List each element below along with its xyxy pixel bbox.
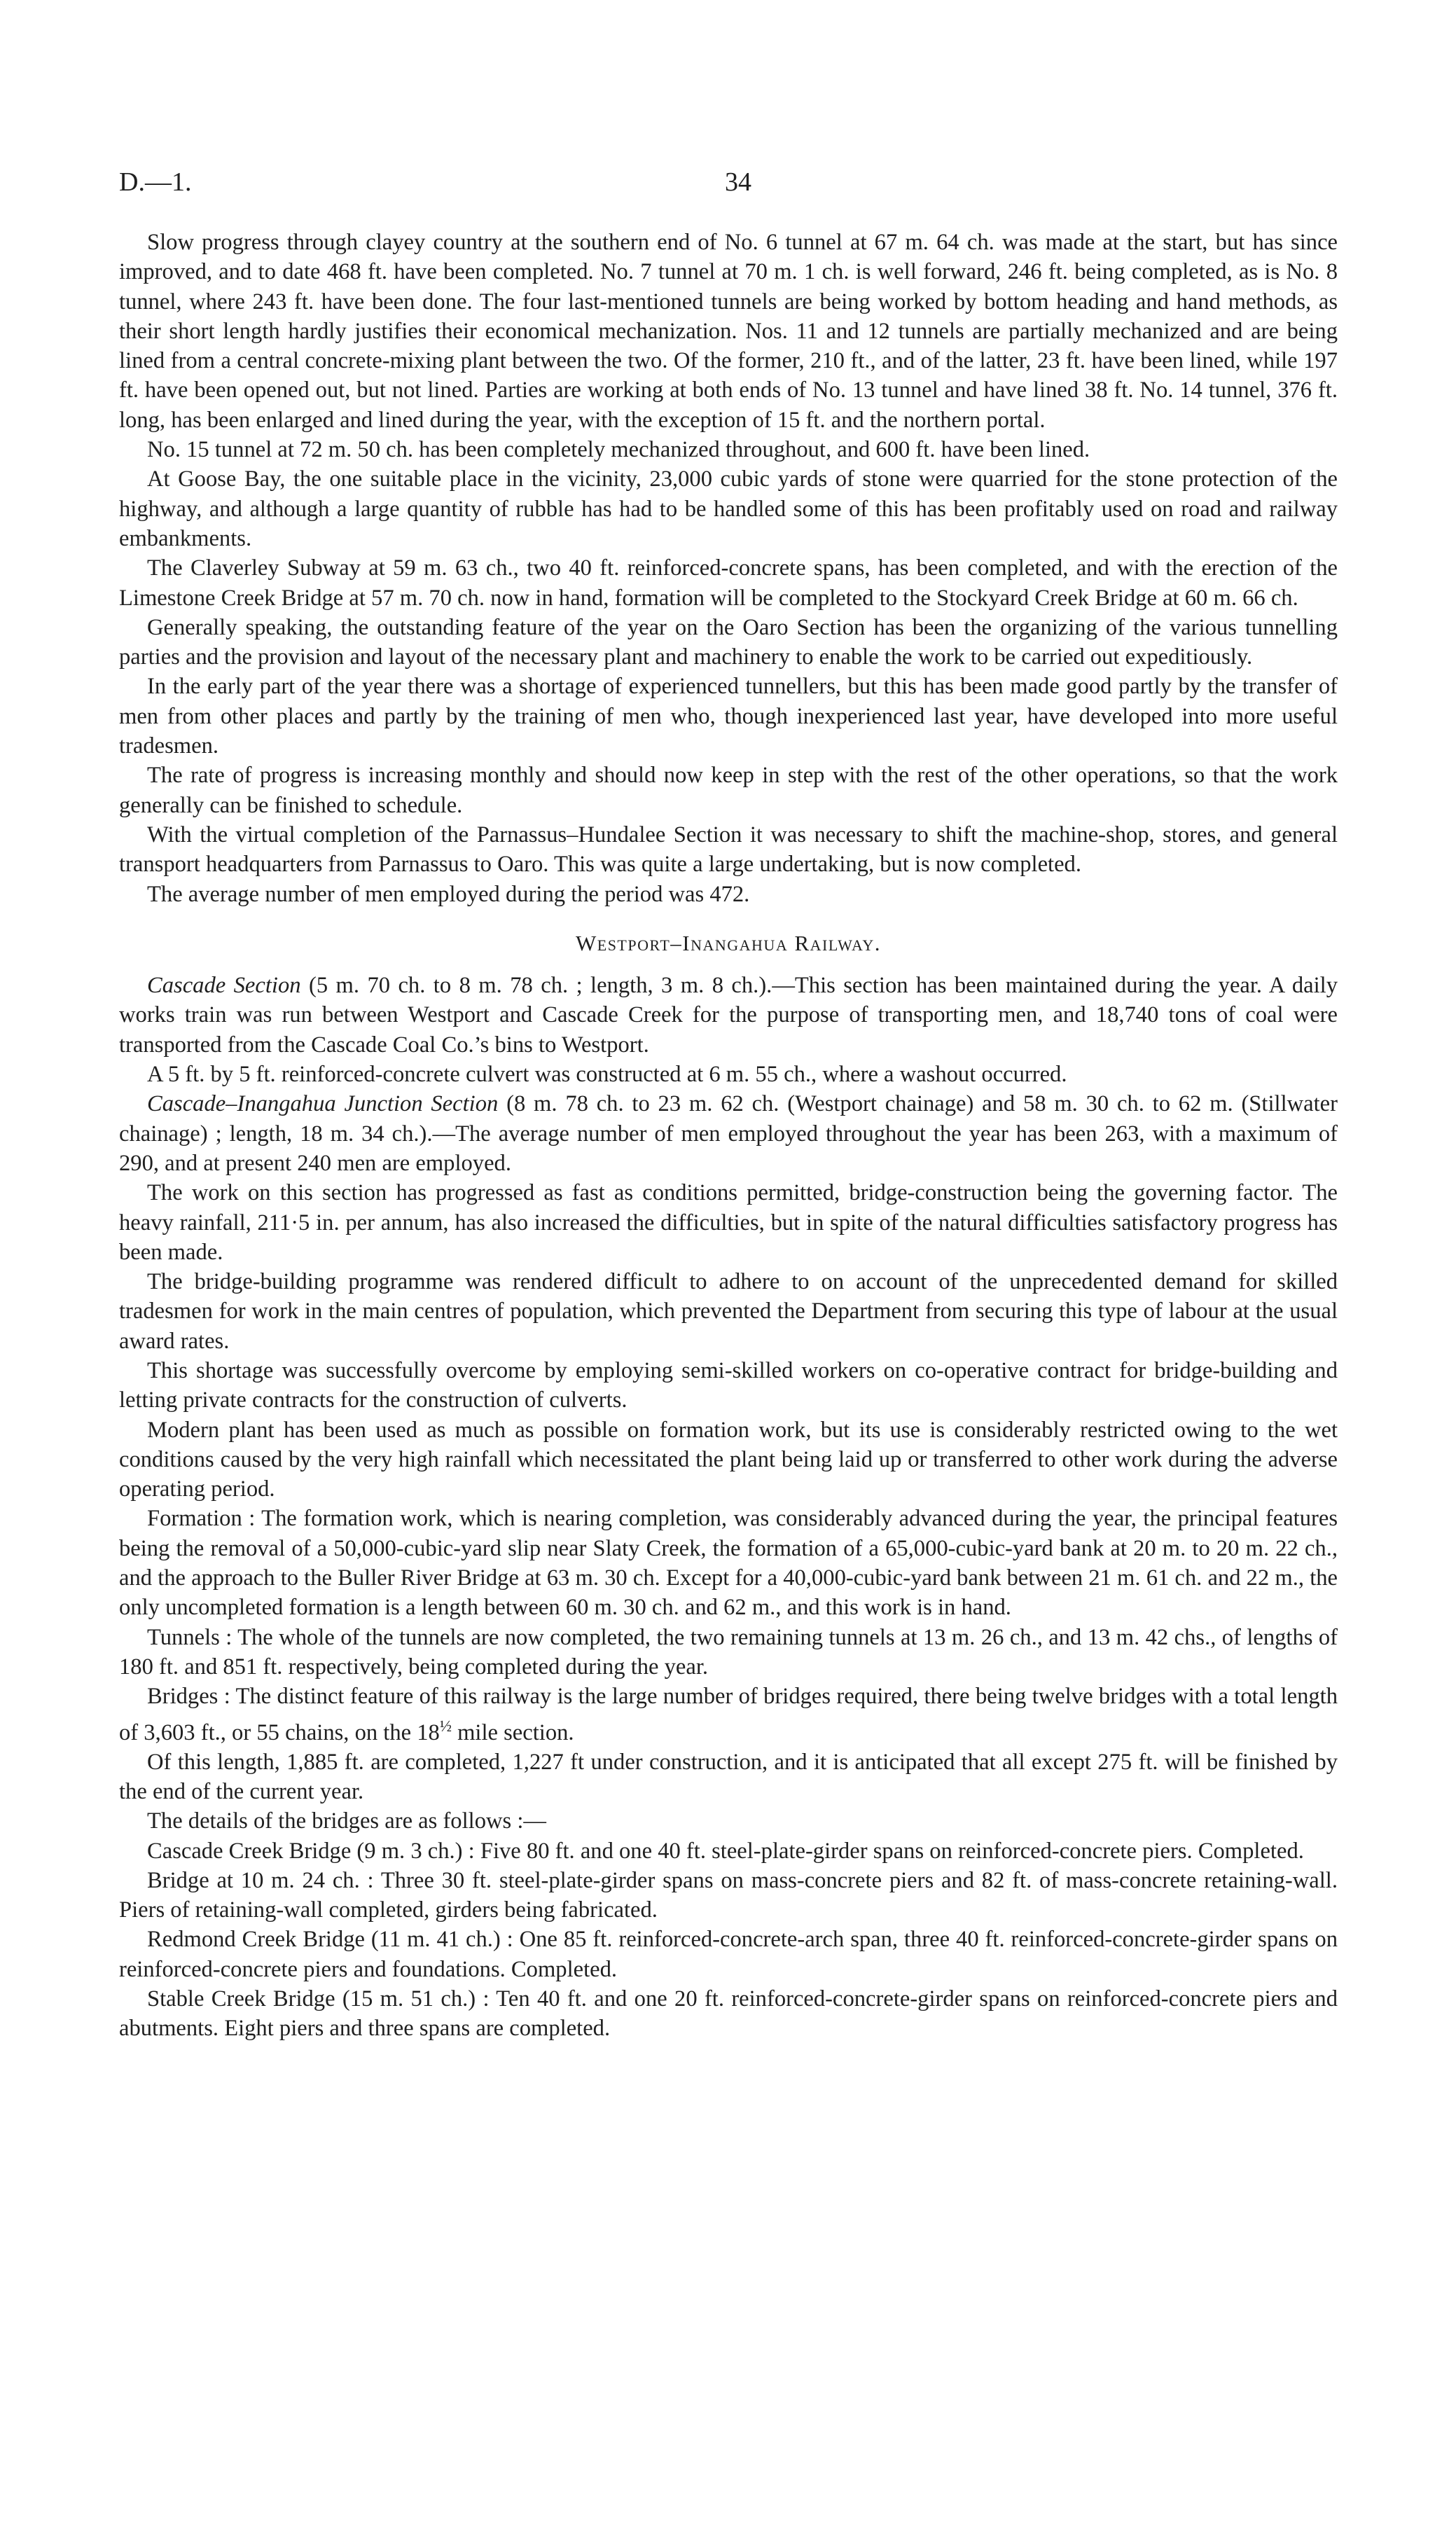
paragraph-bridge-details-intro: The details of the bridges are as follows :— (147, 1808, 546, 1834)
junction-section-title: Cascade–Inangahua Junction Section (147, 1091, 499, 1117)
paragraph-tunnels-progress: Slow progress through clayey country at the southern end of No. 6 tunnel at 67 m. 64 ch. was made at the start, but has since improved, and to date 468 ft. have been completed. No. 7 tunnel at 70 m. 1 ch. is well forward, 246 ft. being completed, as is No. 8 tunnel, where 243 ft. have been done. The four last-mentioned tunnels are being worked by bottom heading and hand methods, as their short length hardly justifies their economical mechanization. Nos. 11 and 12 tunnels are partially mechanized and are being lined from a central concrete-mixing plant between the two. Of the former, 210 ft., and of the latter, 23 ft. have been lined, while 197 ft. have been opened out, but not lined. Parties are working at both ends of No. 13 tunnel and have lined 38 ft. No. 14 tunnel, 376 ft. long, has been enlarged and lined during the year, with the exception of 15 ft. and the northern portal. (119, 230, 1338, 433)
paragraph-bridge-programme: The bridge-building programme was rendered difficult to adhere to on account of the unprecedented demand for skilled tradesmen for work in the main centres of population, which prevented the Department from securing this type of labour at the usual award rates. (119, 1269, 1338, 1354)
paragraph-modern-plant: Modern plant has been used as much as possible on formation work, but its use is considerably restricted owing to the wet conditions caused by the very high rainfall which necessitated the plant being laid up or transferred to other work during the adverse operating period. (119, 1417, 1338, 1502)
page-number: 34 (725, 167, 751, 197)
paragraph-rate-of-progress: The rate of progress is increasing monthly and should now keep in step with the rest of the other operations, so that the work generally can be finished to schedule. (119, 763, 1338, 818)
cascade-section-title: Cascade Section (147, 973, 301, 999)
page-header (119, 167, 1338, 209)
cascade-section-text: (5 m. 70 ch. to 8 m. 78 ch. ; length, 3 m. 8 ch.).—This section has been maintained during the year. A daily works train was run between Westport and Cascade Creek for the purpose of transporting men, and 18,740 tons of coal were transported from the Cascade Coal Co.’s bins to Westport. (119, 973, 1338, 1058)
paragraph-junction-section (119, 1089, 1338, 1178)
paragraph-cascade-section (119, 971, 1338, 1060)
bridges-fraction: ½ (439, 1717, 452, 1735)
paragraph-men-employed: The average number of men employed during the period was 472. (147, 881, 750, 907)
page-body (119, 228, 1338, 2044)
paragraph-tunnellers-shortage: In the early part of the year there was a shortage of experienced tunnellers, but this has been made good partly by the transfer of men from other places and partly by the training of men who, though inexperienced last year, have developed into more useful tradesmen. (119, 674, 1338, 759)
bridges-text-end: mile section. (451, 1719, 574, 1745)
paragraph-goose-bay: At Goose Bay, the one suitable place in the vicinity, 23,000 cubic yards of stone were quarried for the stone protection of the highway, and although a large quantity of rubble has had to be handled some of this has been profitably used on road and railway embankments. (119, 466, 1338, 551)
paragraph-length-completed: Of this length, 1,885 ft. are completed, 1,227 ft under construction, and it is anticipated that all except 275 ft. will be finished by the end of the current year. (119, 1749, 1338, 1804)
paragraph-shortage-overcome: This shortage was successfully overcome by employing semi-skilled workers on co-operative contract for bridge-building and letting private contracts for the construction of culverts. (119, 1357, 1338, 1413)
document-code: D.—1. (119, 167, 192, 197)
bridges-text-start: Bridges : The distinct feature of this railway is the large number of bridges required, there being twelve bridges with a total length of 3,603 ft., or 55 chains, on the 18 (119, 1684, 1338, 1745)
paragraph-cascade-creek-bridge: Cascade Creek Bridge (9 m. 3 ch.) : Five 80 ft. and one 40 ft. steel-plate-girder spans on reinforced-concrete piers. Completed. (147, 1838, 1304, 1864)
junction-section-text: (8 m. 78 ch. to 23 m. 62 ch. (Westport chainage) and 58 m. 30 ch. to 62 m. (Stillwater chainage) ; length, 18 m. 34 ch.).—The average number of men employed throughout the year has been 263, with a maximum of 290, and at present 240 men are employed. (119, 1091, 1338, 1176)
paragraph-work-progress: The work on this section has progressed as fast as conditions permitted, bridge-construction being the governing factor. The heavy rainfall, 211·5 in. per annum, has also increased the difficulties, but in spite of the natural difficulties satisfactory progress has been made. (119, 1180, 1338, 1265)
section-heading-westport-inangahua: Westport–Inangahua Railway. (576, 930, 881, 955)
paragraph-bridge-10m: Bridge at 10 m. 24 ch. : Three 30 ft. steel-plate-girder spans on mass-concrete piers and 82 ft. of mass-concrete retaining-wall. Piers of retaining-wall completed, girders being fabricated. (119, 1867, 1338, 1923)
paragraph-formation: Formation : The formation work, which is nearing completion, was considerably advanced during the year, the principal features being the removal of a 50,000-cubic-yard slip near Slaty Creek, the formation of a 65,000-cubic-yard bank at 20 m. to 20 m. 22 ch., and the approach to the Buller River Bridge at 63 m. 30 ch. Except for a 40,000-cubic-yard bank between 21 m. 61 ch. and 22 m., the only uncompleted formation is a length between 60 m. 30 ch. and 62 m., and this work is in hand. (119, 1506, 1338, 1621)
paragraph-claverley-subway: The Claverley Subway at 59 m. 63 ch., two 40 ft. reinforced-concrete spans, has been completed, and with the erection of the Limestone Creek Bridge at 57 m. 70 ch. now in hand, formation will be completed to the Stockyard Creek Bridge at 60 m. 66 ch. (119, 555, 1338, 611)
paragraph-culvert: A 5 ft. by 5 ft. reinforced-concrete culvert was constructed at 6 m. 55 ch., where a washout occurred. (147, 1062, 1067, 1088)
paragraph-tunnels: Tunnels : The whole of the tunnels are now completed, the two remaining tunnels at 13 m. 26 ch., and 13 m. 42 chs., of lengths of 180 ft. and 851 ft. respectively, being completed during the year. (119, 1624, 1338, 1680)
paragraph-stable-creek-bridge: Stable Creek Bridge (15 m. 51 ch.) : Ten 40 ft. and one 20 ft. reinforced-concrete-girder spans on reinforced-concrete piers and abutments. Eight piers and three spans are completed. (119, 1986, 1338, 2042)
paragraph-oaro-organizing: Generally speaking, the outstanding feature of the year on the Oaro Section has been the organizing of the various tunnelling parties and the provision and layout of the necessary plant and machinery to enable the work to be carried out expeditiously. (119, 614, 1338, 670)
paragraph-headquarters-shift: With the virtual completion of the Parnassus–Hundalee Section it was necessary to shift the machine-shop, stores, and general transport headquarters from Parnassus to Oaro. This was quite a large undertaking, but is now completed. (119, 822, 1338, 878)
paragraph-tunnel-15: No. 15 tunnel at 72 m. 50 ch. has been completely mechanized throughout, and 600 ft. have been lined. (147, 437, 1090, 463)
paragraph-redmond-creek-bridge: Redmond Creek Bridge (11 m. 41 ch.) : One 85 ft. reinforced-concrete-arch span, three 40 ft. reinforced-concrete-girder spans on reinforced-concrete piers and foundations. Completed. (119, 1927, 1338, 1982)
paragraph-bridges (119, 1682, 1338, 1747)
